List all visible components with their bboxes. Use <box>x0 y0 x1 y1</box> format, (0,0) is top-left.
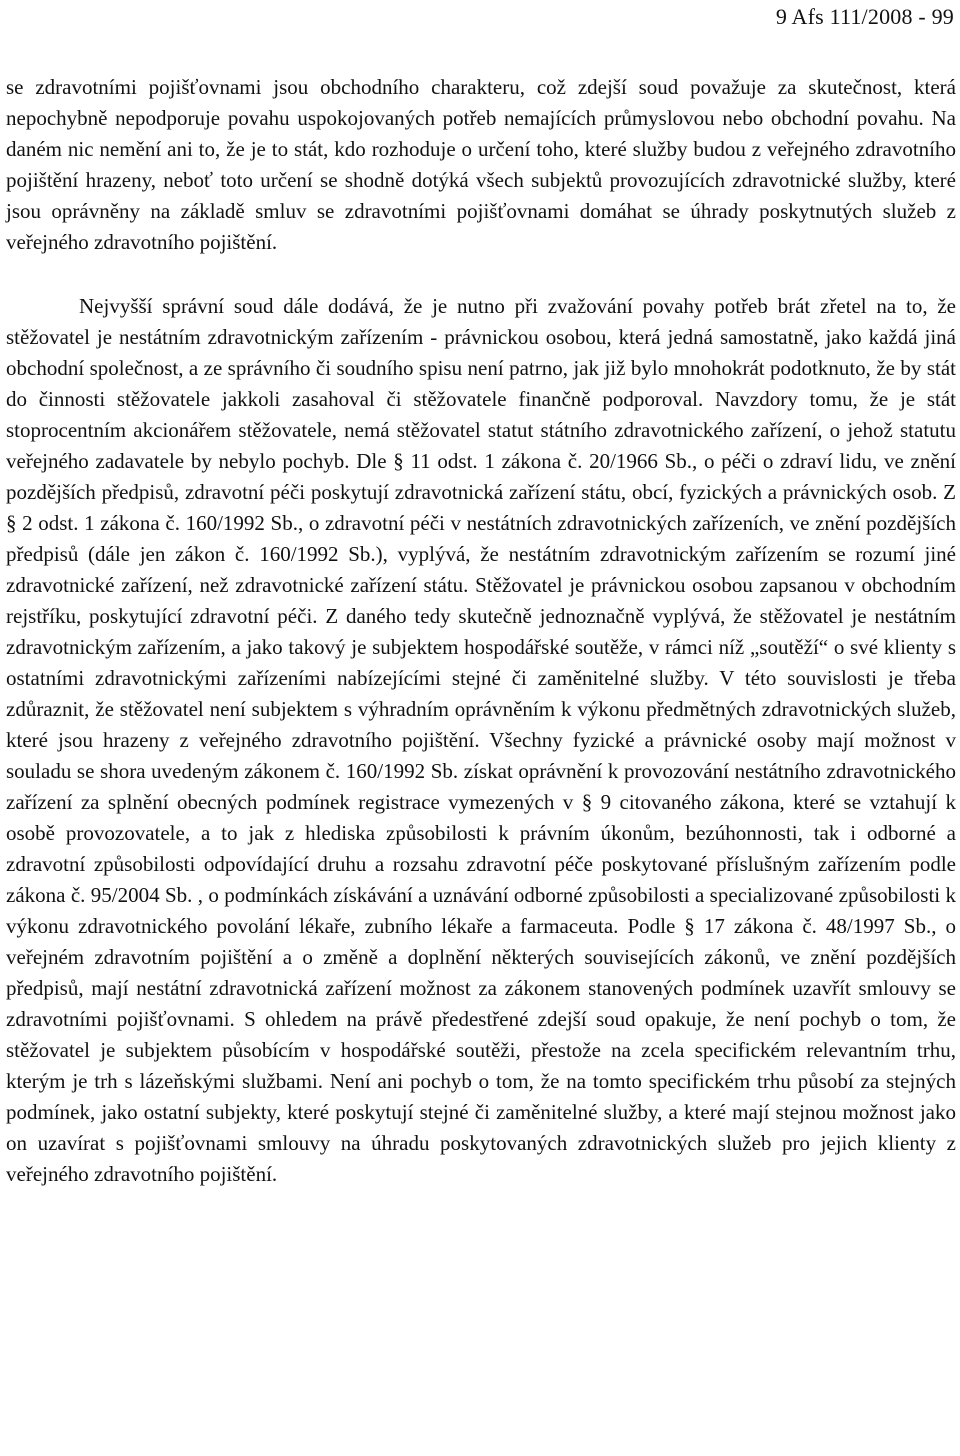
paragraph-1: se zdravotními pojišťovnami jsou obchodního charakteru, což zdejší soud považuje za skutečnost, která nepochybně nepodporuje povahu uspokojovaných potřeb nemajících průmyslovou nebo obchodní povahu. Na daném nic nemění ani to, že je to stát, kdo rozhoduje o určení toho, které služby budou z veřejného zdravotního pojištění hrazeny, neboť toto určení se shodně dotýká všech subjektů provozujících zdravotnické služby, které jsou oprávněny na základě smluv se zdravotními pojišťovnami domáhat se úhrady poskytnutých služeb z veřejného zdravotního pojištění. <box>6 75 956 254</box>
case-reference: 9 Afs 111/2008 - 99 <box>775 4 954 29</box>
paragraph-2: Nejvyšší správní soud dále dodává, že je nutno při zvažování povahy potřeb brát zřetel na to, že stěžovatel je nestátním zdravotnickým zařízením - právnickou osobou, která jedná samostatně, jako každá jiná obchodní společnost, a ze správního či soudního spisu není patrno, jak již bylo mnohokrát podotknuto, že by stát do činnosti stěžovatele jakkoli zasahoval či stěžovatele finančně podporoval. Navzdory tomu, že je stát stoprocentním akcionářem stěžovatele, nemá stěžovatel statut státního zdravotnického zařízení, o jehož statutu veřejného zadavatele by nebylo pochyb. Dle § 11 odst. 1 zákona č. 20/1966 Sb., o péči o zdraví lidu, ve znění pozdějších předpisů, zdravotní péči poskytují zdravotnická zařízení státu, obcí, fyzických a právnických osob. Z § 2 odst. 1 zákona č. 160/1992 Sb., o zdravotní péči v nestátních zdravotnických zařízeních, ve znění pozdějších předpisů (dále jen zákon č. 160/1992 Sb.), vyplývá, že nestátním zdravotnickým zařízením se rozumí jiné zdravotnické zařízení, než zdravotnické zařízení státu. Stěžovatel je právnickou osobou zapsanou v obchodním rejstříku, poskytující zdravotní péči. Z daného tedy skutečně jednoznačně vyplývá, že stěžovatel je nestátním zdravotnickým zařízením, a jako takový je subjektem hospodářské soutěže, v rámci níž „soutěží“ o své klienty s ostatními zdravotnickými zařízeními nabízejícími stejné či zaměnitelné služby. V této souvislosti je třeba zdůraznit, že stěžovatel není subjektem s výhradním oprávněním k výkonu předmětných zdravotnických služeb, které jsou hrazeny z veřejného zdravotního pojištění. Všechny fyzické a právnické osoby mají možnost v souladu se shora uvedeným zákonem č. 160/1992 Sb. získat oprávnění k provozování nestátního zdravotnického zařízení za splnění obecných podmínek registrace vymezených v § 9 citovaného zákona, které se vztahují k osobě provozovatele, a to jak z hlediska způsobilosti k právním úkonům, bezúhonnosti, tak i odborné a zdravotní způsobilosti odpovídající druhu a rozsahu zdravotní péče poskytované příslušným zařízením podle zákona č. 95/2004 Sb. , o podmínkách získávání a uznávání odborné způsobilosti a specializované způsobilosti k výkonu zdravotnického povolání lékaře, zubního lékaře a farmaceuta. Podle § 17 zákona č. 48/1997 Sb., o veřejném zdravotním pojištění a o změně a doplnění některých souvisejících zákonů, ve znění pozdějších předpisů, mají nestátní zdravotnická zařízení možnost za zákonem stanovených podmínek uzavřít smlouvy se zdravotními pojišťovnami. S ohledem na právě předestřené zdejší soud opakuje, že není pochyb o tom, že stěžovatel je subjektem působícím v hospodářské soutěži, přestože na zcela specifickém relevantním trhu, kterým je trh s lázeňskými službami. Není ani pochyb o tom, že na tomto specifickém trhu působí za stejných podmínek, jako ostatní subjekty, které poskytují stejné či zaměnitelné služby, a které mají stejnou možnost jako on uzavírat s pojišťovnami smlouvy na úhradu poskytovaných zdravotnických služeb pro jejich klienty z veřejného zdravotního pojištění. <box>6 294 956 1186</box>
document-body <box>6 72 956 1190</box>
